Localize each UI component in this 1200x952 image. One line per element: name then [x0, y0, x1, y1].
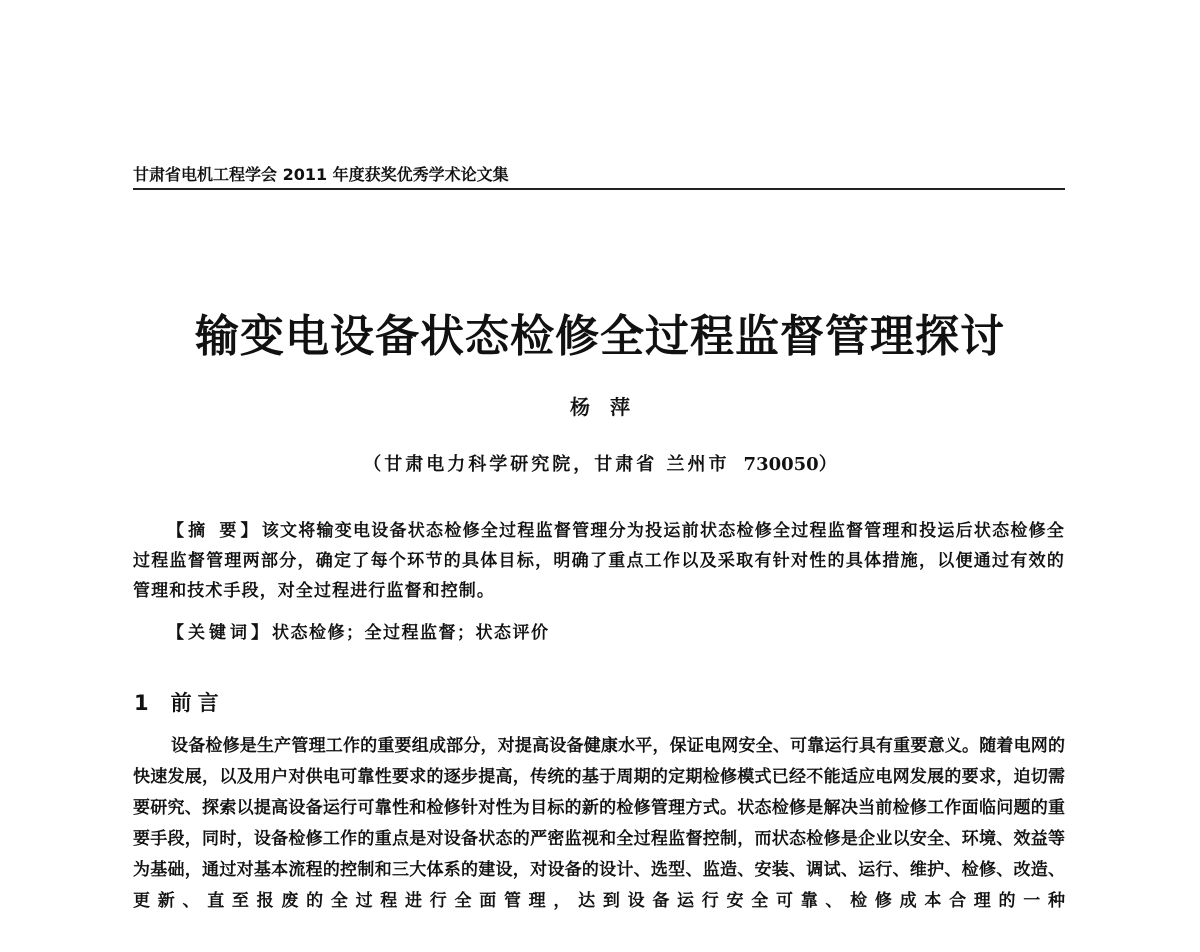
- keywords-text: 状态检修；全过程监督；状态评价: [272, 623, 550, 643]
- running-header-title: 甘肃省电机工程学会 2011 年度获奖优秀学术论文集: [133, 165, 509, 184]
- section-heading: [134, 687, 225, 717]
- keywords-label: 【关键词】: [167, 623, 272, 643]
- keywords: [167, 618, 550, 643]
- author-name: 杨萍: [570, 395, 650, 419]
- affiliation-postcode: 730050）: [743, 454, 837, 475]
- body-paragraph: 设备检修是生产管理工作的重要组成部分，对提高设备健康水平，保证电网安全、可靠运行具有重要意义。随着电网的快速发展，以及用户对供电可靠性要求的逐步提高，传统的基于周期的定期检修模式已经不能适应电网发展的要求，迫切需要研究、探索以提高设备运行可靠性和检修针对性为目标的新的检修管理方式。状态检修是解决当前检修工作面临问题的重要手段，同时，设备检修工作的重点是对设备状态的严密监视和全过程监督控制，而状态检修是企业以安全、环境、效益等为基础，通过对基本流程的控制和三大体系的建设，对设备的设计、选型、监造、安装、调试、运行、维护、检修、改造、更新、直至报废的全过程进行全面管理，达到设备运行安全可靠、检修成本合理的一种: [133, 736, 1065, 911]
- running-header: [133, 160, 1065, 190]
- abstract-label: 【摘 要】: [167, 521, 262, 541]
- author-affiliation: [0, 450, 1200, 476]
- article-title: 输变电设备状态检修全过程监督管理探讨: [195, 311, 1005, 362]
- abstract-paragraph: [133, 516, 1065, 606]
- section-title: 前言: [170, 691, 225, 715]
- section-body: [133, 731, 1065, 917]
- abstract-text: 该文将输变电设备状态检修全过程监督管理分为投运前状态检修全过程监督管理和投运后状态检修全过程监督管理两部分，确定了每个环节的具体目标，明确了重点工作以及采取有针对性的具体措施，以便通过有效的管理和技术手段，对全过程进行监督和控制。: [133, 521, 1065, 601]
- abstract: [133, 516, 1065, 606]
- affiliation-text: （甘肃电力科学研究院，甘肃省 兰州市: [363, 454, 730, 475]
- section-number: 1: [134, 691, 149, 715]
